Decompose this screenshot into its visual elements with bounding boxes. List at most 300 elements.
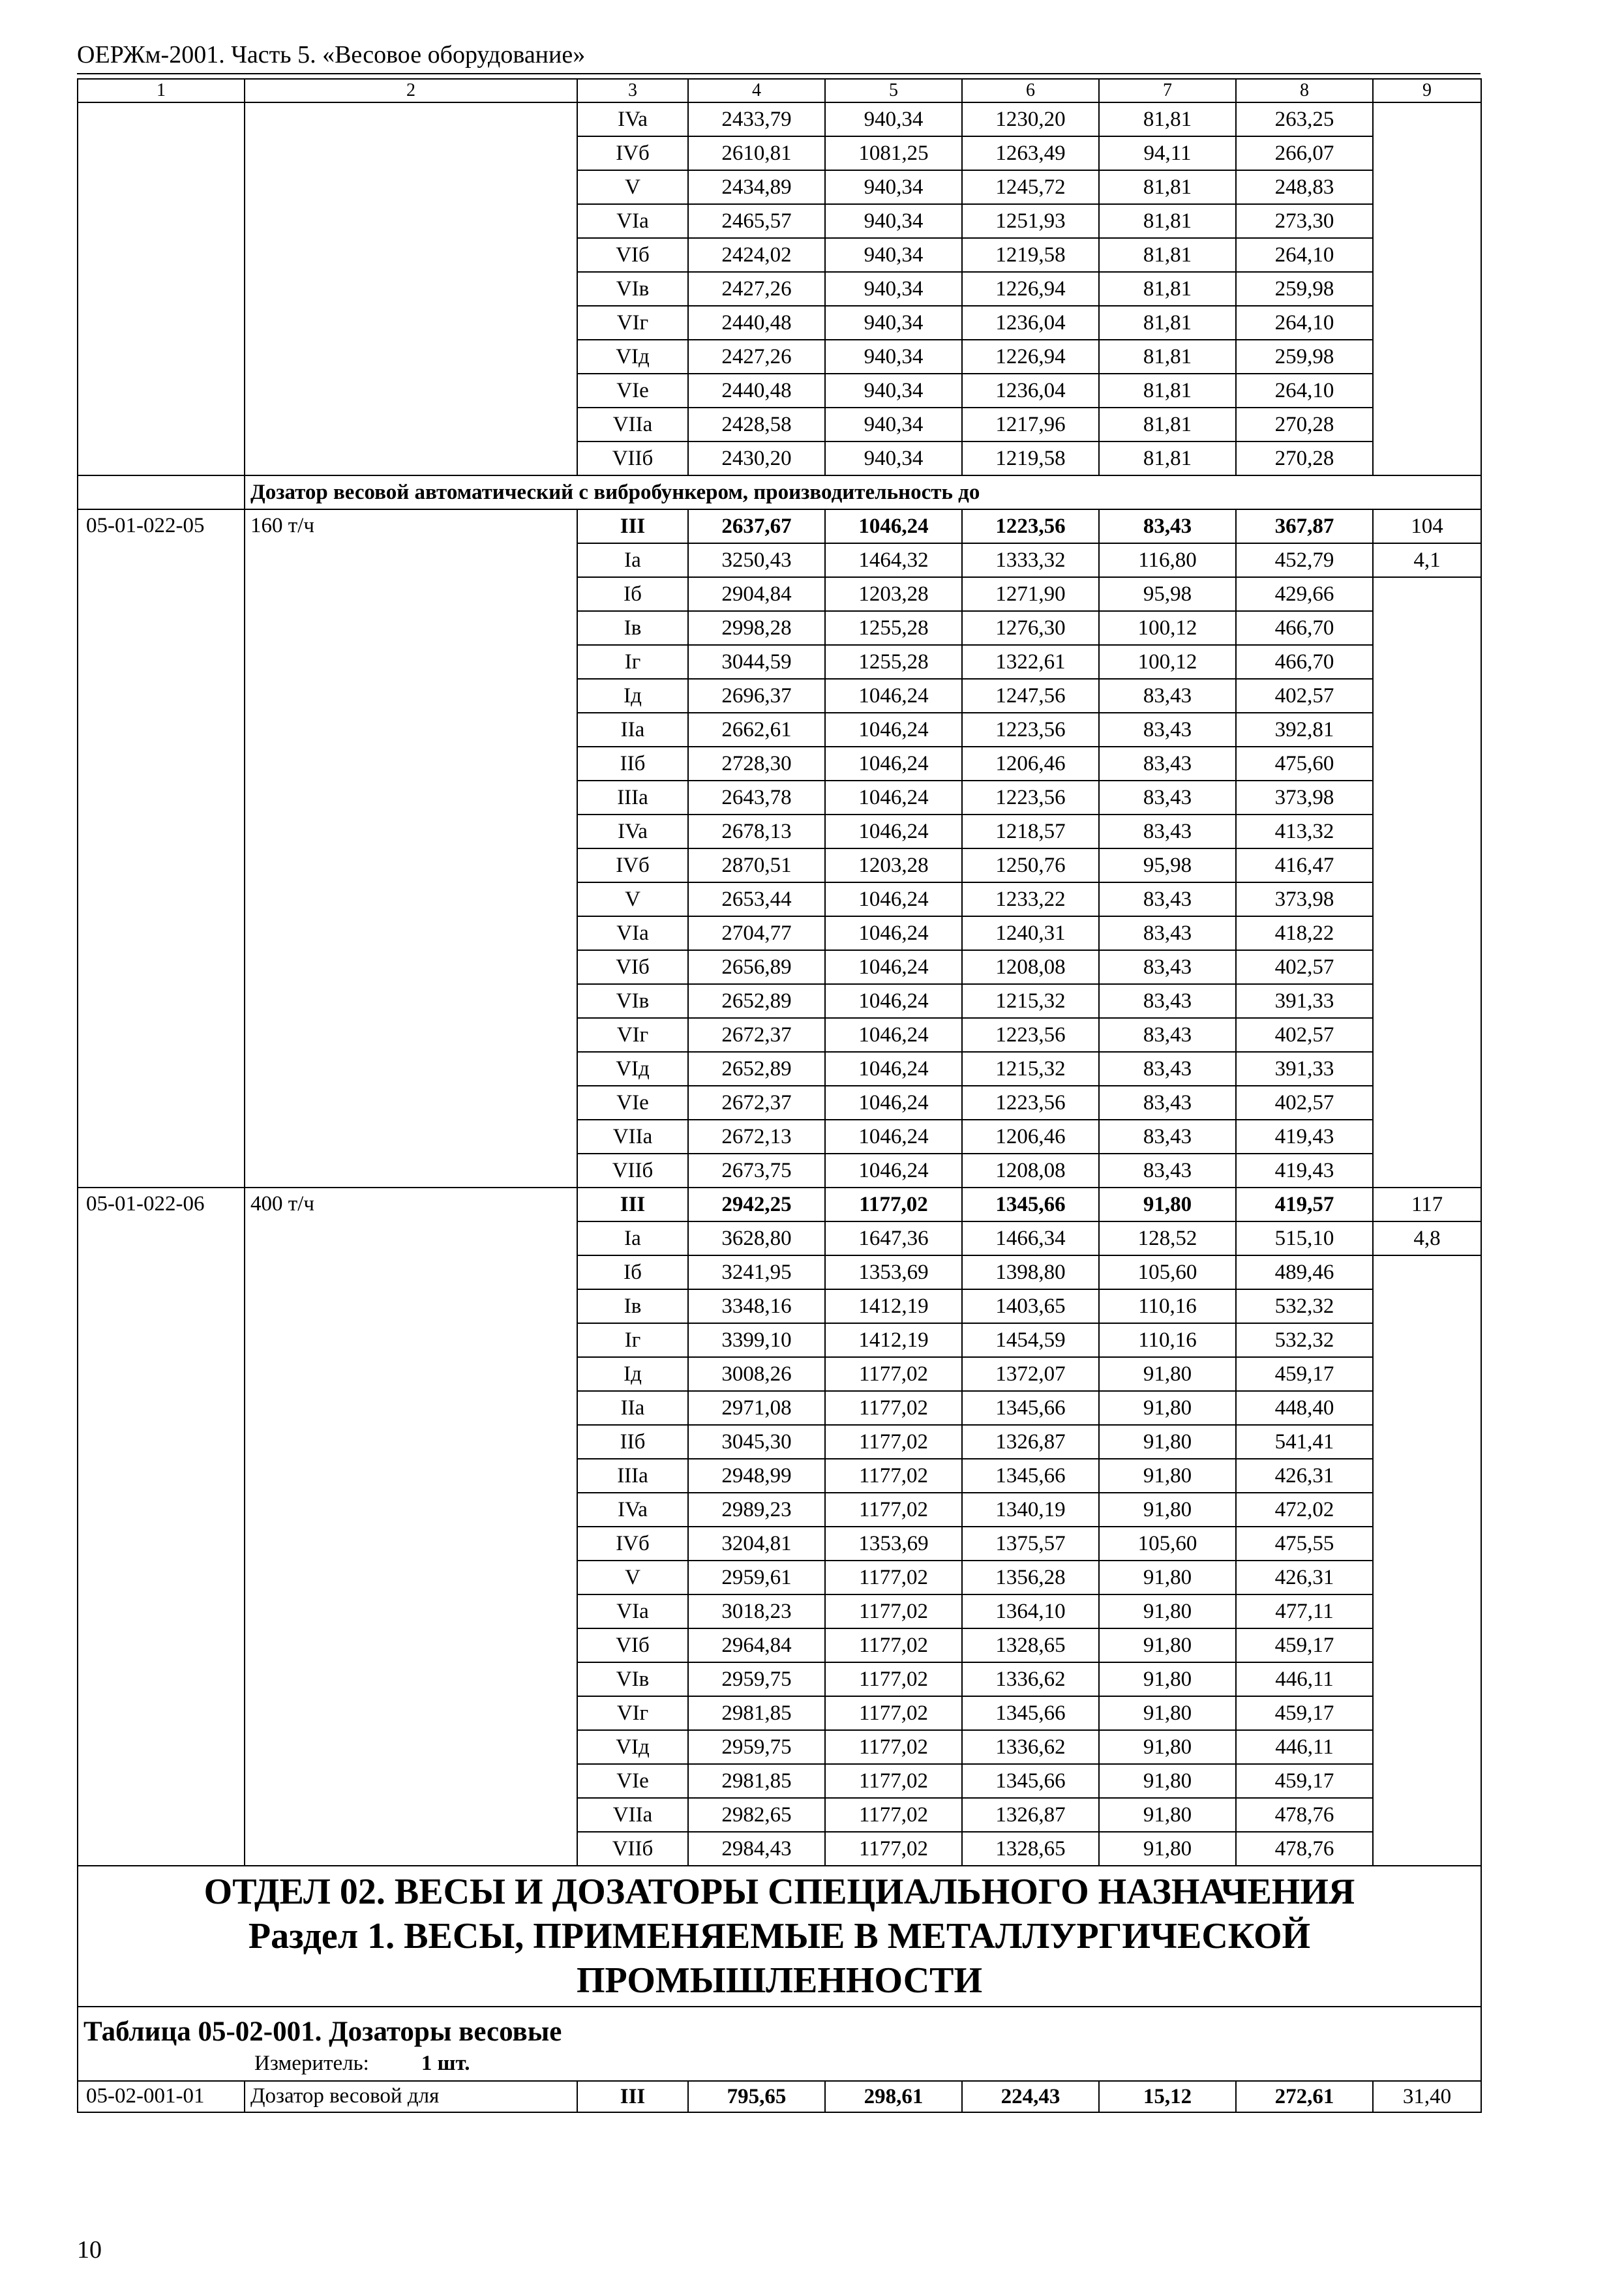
measurer-label: Измеритель: <box>254 2052 369 2075</box>
value-cell: 1466,34 <box>962 1221 1099 1255</box>
zone-cell: VIa <box>577 916 688 950</box>
value-cell: 402,57 <box>1236 1018 1373 1052</box>
zone-cell: III <box>577 509 688 543</box>
department-title: ОТДЕЛ 02. ВЕСЫ И ДОЗАТОРЫ СПЕЦИАЛЬНОГО НАЗНАЧЕНИЯ <box>203 1872 1355 1912</box>
value-cell: 940,34 <box>825 340 962 374</box>
value-cell: 1177,02 <box>825 1459 962 1493</box>
value-cell: 515,10 <box>1236 1221 1373 1255</box>
value-cell: 3250,43 <box>688 543 825 577</box>
value-cell: 1046,24 <box>825 882 962 916</box>
value-cell: 83,43 <box>1099 1154 1236 1188</box>
zone-cell: Iв <box>577 1289 688 1323</box>
value-cell: 1255,28 <box>825 645 962 679</box>
zone-cell: IVa <box>577 1493 688 1527</box>
value-cell: 259,98 <box>1236 272 1373 306</box>
header-rule <box>77 73 1481 74</box>
value-cell: 2673,75 <box>688 1154 825 1188</box>
zone-cell: IIIa <box>577 1459 688 1493</box>
value-cell: 91,80 <box>1099 1493 1236 1527</box>
value-cell: 1177,02 <box>825 1730 962 1764</box>
value-cell: 418,22 <box>1236 916 1373 950</box>
value-cell: 1081,25 <box>825 136 962 170</box>
value-cell: 1403,65 <box>962 1289 1099 1323</box>
zone-cell: Iб <box>577 577 688 611</box>
value-cell: 1046,24 <box>825 509 962 543</box>
value-cell: 264,10 <box>1236 374 1373 408</box>
value-cell: 1219,58 <box>962 441 1099 475</box>
value-cell: 1236,04 <box>962 374 1099 408</box>
value-cell: 448,40 <box>1236 1391 1373 1425</box>
zone-cell: Ia <box>577 1221 688 1255</box>
column-number: 2 <box>245 79 577 102</box>
value-cell: 91,80 <box>1099 1798 1236 1832</box>
value-cell: 459,17 <box>1236 1764 1373 1798</box>
value-cell: 1046,24 <box>825 1086 962 1120</box>
zone-cell: VIд <box>577 1052 688 1086</box>
value-cell: 95,98 <box>1099 577 1236 611</box>
value-cell: 1215,32 <box>962 1052 1099 1086</box>
value-cell: 91,80 <box>1099 1628 1236 1662</box>
column-9-value: 4,1 <box>1373 543 1481 577</box>
zone-cell: VIIa <box>577 1798 688 1832</box>
value-cell: 402,57 <box>1236 1086 1373 1120</box>
value-cell: 270,28 <box>1236 441 1373 475</box>
section-heading-cell <box>78 1866 1481 2007</box>
value-cell: 2433,79 <box>688 102 825 136</box>
zone-cell: VIIб <box>577 441 688 475</box>
value-cell: 81,81 <box>1099 408 1236 441</box>
value-cell: 2643,78 <box>688 781 825 815</box>
value-cell: 1223,56 <box>962 1018 1099 1052</box>
value-cell: 81,81 <box>1099 204 1236 238</box>
value-cell: 2465,57 <box>688 204 825 238</box>
zone-cell: Iг <box>577 645 688 679</box>
value-cell: 1464,32 <box>825 543 962 577</box>
value-cell: 452,79 <box>1236 543 1373 577</box>
column-9-value: 4,8 <box>1373 1221 1481 1255</box>
value-cell: 1326,87 <box>962 1798 1099 1832</box>
value-cell: 1326,87 <box>962 1425 1099 1459</box>
value-cell: 413,32 <box>1236 815 1373 848</box>
value-cell: 2610,81 <box>688 136 825 170</box>
value-cell: 2672,37 <box>688 1086 825 1120</box>
value-cell: 3008,26 <box>688 1357 825 1391</box>
column-number: 4 <box>688 79 825 102</box>
zone-cell: VIб <box>577 1628 688 1662</box>
value-cell: 128,52 <box>1099 1221 1236 1255</box>
value-cell: 466,70 <box>1236 645 1373 679</box>
value-cell: 2427,26 <box>688 340 825 374</box>
value-cell: 940,34 <box>825 272 962 306</box>
value-cell: 1046,24 <box>825 1052 962 1086</box>
value-cell: 1356,28 <box>962 1561 1099 1594</box>
value-cell: 1046,24 <box>825 781 962 815</box>
value-cell: 391,33 <box>1236 1052 1373 1086</box>
value-cell: 1245,72 <box>962 170 1099 204</box>
value-cell: 83,43 <box>1099 1018 1236 1052</box>
value-cell: 2971,08 <box>688 1391 825 1425</box>
zone-cell: VIб <box>577 238 688 272</box>
zone-cell: Iд <box>577 679 688 713</box>
zone-cell: VIIa <box>577 408 688 441</box>
value-cell: 1046,24 <box>825 747 962 781</box>
value-cell: 1240,31 <box>962 916 1099 950</box>
value-cell: 116,80 <box>1099 543 1236 577</box>
value-cell: 2959,61 <box>688 1561 825 1594</box>
value-cell: 100,12 <box>1099 611 1236 645</box>
value-cell: 83,43 <box>1099 679 1236 713</box>
column-number: 1 <box>78 79 245 102</box>
zone-cell: VIд <box>577 1730 688 1764</box>
value-cell: 402,57 <box>1236 950 1373 984</box>
zone-cell: IVa <box>577 815 688 848</box>
value-cell: 1177,02 <box>825 1798 962 1832</box>
value-cell: 478,76 <box>1236 1798 1373 1832</box>
value-cell: 2959,75 <box>688 1662 825 1696</box>
value-cell: 1177,02 <box>825 1662 962 1696</box>
value-cell: 1046,24 <box>825 950 962 984</box>
value-cell: 1328,65 <box>962 1628 1099 1662</box>
value-cell: 1177,02 <box>825 1188 962 1221</box>
value-cell: 446,11 <box>1236 1662 1373 1696</box>
value-cell: 402,57 <box>1236 679 1373 713</box>
item-name-cell: 400 т/ч <box>245 1188 577 1866</box>
value-cell: 1206,46 <box>962 747 1099 781</box>
zone-cell: IIa <box>577 713 688 747</box>
value-cell: 2696,37 <box>688 679 825 713</box>
value-cell: 1046,24 <box>825 1120 962 1154</box>
value-cell: 2981,85 <box>688 1696 825 1730</box>
column-9-cell <box>1373 102 1481 475</box>
zone-cell: Ia <box>577 543 688 577</box>
value-cell: 1177,02 <box>825 1391 962 1425</box>
value-cell: 3018,23 <box>688 1594 825 1628</box>
value-cell: 1364,10 <box>962 1594 1099 1628</box>
value-cell: 1206,46 <box>962 1120 1099 1154</box>
value-cell: 2728,30 <box>688 747 825 781</box>
value-cell: 1226,94 <box>962 272 1099 306</box>
value-cell: 459,17 <box>1236 1357 1373 1391</box>
value-cell: 2652,89 <box>688 984 825 1018</box>
value-cell: 478,76 <box>1236 1832 1373 1866</box>
value-cell: 91,80 <box>1099 1188 1236 1221</box>
zone-cell: VIa <box>577 1594 688 1628</box>
value-cell: 1046,24 <box>825 1018 962 1052</box>
value-cell: 83,43 <box>1099 781 1236 815</box>
value-cell: 1215,32 <box>962 984 1099 1018</box>
item-name-cell <box>245 102 577 475</box>
value-cell: 940,34 <box>825 374 962 408</box>
measurer <box>83 2050 1475 2076</box>
value-cell: 1251,93 <box>962 204 1099 238</box>
value-cell: 91,80 <box>1099 1594 1236 1628</box>
value-cell: 1454,59 <box>962 1323 1099 1357</box>
value-cell: 1208,08 <box>962 950 1099 984</box>
column-9-value: 31,40 <box>1373 2081 1481 2112</box>
value-cell: 940,34 <box>825 170 962 204</box>
column-number: 3 <box>577 79 688 102</box>
value-cell: 2948,99 <box>688 1459 825 1493</box>
zone-cell: V <box>577 1561 688 1594</box>
value-cell: 81,81 <box>1099 272 1236 306</box>
zone-cell: VIг <box>577 306 688 340</box>
value-cell: 1236,04 <box>962 306 1099 340</box>
measurer-value: 1 шт. <box>421 2052 470 2075</box>
value-cell: 1177,02 <box>825 1493 962 1527</box>
zone-cell: VIв <box>577 1662 688 1696</box>
value-cell: 367,87 <box>1236 509 1373 543</box>
value-cell: 3044,59 <box>688 645 825 679</box>
zone-cell: VIe <box>577 1086 688 1120</box>
value-cell: 91,80 <box>1099 1662 1236 1696</box>
value-cell: 83,43 <box>1099 747 1236 781</box>
value-cell: 1328,65 <box>962 1832 1099 1866</box>
value-cell: 795,65 <box>688 2081 825 2112</box>
value-cell: 1226,94 <box>962 340 1099 374</box>
value-cell: 1322,61 <box>962 645 1099 679</box>
value-cell: 2427,26 <box>688 272 825 306</box>
group-title: Дозатор весовой автоматический с вибробункером, производительность до <box>245 475 1481 509</box>
value-cell: 94,11 <box>1099 136 1236 170</box>
price-code-cell: 05-01-022-06 <box>78 1188 245 1866</box>
value-cell: 2989,23 <box>688 1493 825 1527</box>
value-cell: 1177,02 <box>825 1425 962 1459</box>
zone-cell: V <box>577 170 688 204</box>
value-cell: 273,30 <box>1236 204 1373 238</box>
value-cell: 81,81 <box>1099 340 1236 374</box>
value-cell: 429,66 <box>1236 577 1373 611</box>
value-cell: 2434,89 <box>688 170 825 204</box>
value-cell: 373,98 <box>1236 781 1373 815</box>
column-number: 7 <box>1099 79 1236 102</box>
value-cell: 1177,02 <box>825 1696 962 1730</box>
value-cell: 3241,95 <box>688 1255 825 1289</box>
value-cell: 105,60 <box>1099 1527 1236 1561</box>
value-cell: 475,60 <box>1236 747 1373 781</box>
value-cell: 2981,85 <box>688 1764 825 1798</box>
value-cell: 1223,56 <box>962 781 1099 815</box>
value-cell: 110,16 <box>1099 1289 1236 1323</box>
value-cell: 2984,43 <box>688 1832 825 1866</box>
value-cell: 1223,56 <box>962 509 1099 543</box>
value-cell: 1336,62 <box>962 1662 1099 1696</box>
value-cell: 83,43 <box>1099 1120 1236 1154</box>
table-title: Таблица 05-02-001. Дозаторы весовые <box>83 2016 562 2047</box>
value-cell: 1412,19 <box>825 1289 962 1323</box>
value-cell: 1046,24 <box>825 916 962 950</box>
table-row <box>78 2081 1481 2112</box>
value-cell: 391,33 <box>1236 984 1373 1018</box>
value-cell: 1250,76 <box>962 848 1099 882</box>
value-cell: 489,46 <box>1236 1255 1373 1289</box>
value-cell: 248,83 <box>1236 170 1373 204</box>
zone-cell: VIe <box>577 374 688 408</box>
value-cell: 83,43 <box>1099 984 1236 1018</box>
value-cell: 2982,65 <box>688 1798 825 1832</box>
value-cell: 95,98 <box>1099 848 1236 882</box>
page-header-title: ОЕРЖм-2001. Часть 5. «Весовое оборудование» <box>77 41 586 68</box>
table-title-row <box>78 2007 1481 2081</box>
value-cell: 1177,02 <box>825 1764 962 1798</box>
value-cell: 91,80 <box>1099 1764 1236 1798</box>
value-cell: 1233,22 <box>962 882 1099 916</box>
value-cell: 1340,19 <box>962 1493 1099 1527</box>
value-cell: 81,81 <box>1099 441 1236 475</box>
value-cell: 940,34 <box>825 441 962 475</box>
value-cell: 1177,02 <box>825 1628 962 1662</box>
value-cell: 940,34 <box>825 204 962 238</box>
value-cell: 2430,20 <box>688 441 825 475</box>
value-cell: 2653,44 <box>688 882 825 916</box>
group-title-spacer <box>78 475 245 509</box>
zone-cell: Iб <box>577 1255 688 1289</box>
value-cell: 459,17 <box>1236 1696 1373 1730</box>
value-cell: 1353,69 <box>825 1527 962 1561</box>
value-cell: 1046,24 <box>825 1154 962 1188</box>
value-cell: 426,31 <box>1236 1561 1373 1594</box>
column-9-cell <box>1373 1255 1481 1866</box>
price-code-cell <box>78 102 245 475</box>
column-number: 9 <box>1373 79 1481 102</box>
value-cell: 105,60 <box>1099 1255 1236 1289</box>
value-cell: 1203,28 <box>825 577 962 611</box>
column-number: 8 <box>1236 79 1373 102</box>
value-cell: 1398,80 <box>962 1255 1099 1289</box>
column-number: 5 <box>825 79 962 102</box>
value-cell: 373,98 <box>1236 882 1373 916</box>
value-cell: 83,43 <box>1099 950 1236 984</box>
zone-cell: III <box>577 2081 688 2112</box>
price-table <box>77 78 1482 2113</box>
zone-cell: VIa <box>577 204 688 238</box>
value-cell: 2678,13 <box>688 815 825 848</box>
value-cell: 1345,66 <box>962 1459 1099 1493</box>
zone-cell: VIIa <box>577 1120 688 1154</box>
value-cell: 419,43 <box>1236 1154 1373 1188</box>
value-cell: 83,43 <box>1099 1052 1236 1086</box>
value-cell: 1046,24 <box>825 815 962 848</box>
value-cell: 419,43 <box>1236 1120 1373 1154</box>
section-title: Раздел 1. ВЕСЫ, ПРИМЕНЯЕМЫЕ В МЕТАЛЛУРГИЧЕСКОЙ ПРОМЫШЛЕННОСТИ <box>248 1916 1311 2001</box>
zone-cell: VIIб <box>577 1832 688 1866</box>
price-code-cell: 05-01-022-05 <box>78 509 245 1188</box>
value-cell: 2428,58 <box>688 408 825 441</box>
value-cell: 1223,56 <box>962 1086 1099 1120</box>
value-cell: 477,11 <box>1236 1594 1373 1628</box>
value-cell: 1271,90 <box>962 577 1099 611</box>
value-cell: 1345,66 <box>962 1188 1099 1221</box>
value-cell: 266,07 <box>1236 136 1373 170</box>
price-code-cell: 05-02-001-01 <box>78 2081 245 2112</box>
value-cell: 2656,89 <box>688 950 825 984</box>
value-cell: 2637,67 <box>688 509 825 543</box>
value-cell: 1276,30 <box>962 611 1099 645</box>
column-9-value: 117 <box>1373 1188 1481 1221</box>
value-cell: 2964,84 <box>688 1628 825 1662</box>
value-cell: 91,80 <box>1099 1357 1236 1391</box>
group-title-row <box>78 475 1481 509</box>
zone-cell: VIв <box>577 984 688 1018</box>
column-9-cell <box>1373 577 1481 1188</box>
value-cell: 426,31 <box>1236 1459 1373 1493</box>
value-cell: 2652,89 <box>688 1052 825 1086</box>
value-cell: 224,43 <box>962 2081 1099 2112</box>
value-cell: 264,10 <box>1236 306 1373 340</box>
value-cell: 3045,30 <box>688 1425 825 1459</box>
zone-cell: Iв <box>577 611 688 645</box>
value-cell: 259,98 <box>1236 340 1373 374</box>
table-row <box>78 509 1481 543</box>
value-cell: 940,34 <box>825 102 962 136</box>
value-cell: 83,43 <box>1099 509 1236 543</box>
value-cell: 2904,84 <box>688 577 825 611</box>
value-cell: 1230,20 <box>962 102 1099 136</box>
column-9-value: 104 <box>1373 509 1481 543</box>
zone-cell: IVa <box>577 102 688 136</box>
column-number: 6 <box>962 79 1099 102</box>
zone-cell: IVб <box>577 136 688 170</box>
zone-cell: VIIб <box>577 1154 688 1188</box>
value-cell: 940,34 <box>825 306 962 340</box>
value-cell: 3204,81 <box>688 1527 825 1561</box>
item-name-cell: Дозатор весовой для <box>245 2081 577 2112</box>
value-cell: 91,80 <box>1099 1730 1236 1764</box>
zone-cell: VIг <box>577 1018 688 1052</box>
value-cell: 2959,75 <box>688 1730 825 1764</box>
value-cell: 81,81 <box>1099 170 1236 204</box>
value-cell: 1336,62 <box>962 1730 1099 1764</box>
table-row <box>78 1188 1481 1221</box>
table-title-cell <box>78 2007 1481 2081</box>
zone-cell: V <box>577 882 688 916</box>
value-cell: 91,80 <box>1099 1561 1236 1594</box>
zone-cell: Iд <box>577 1357 688 1391</box>
value-cell: 270,28 <box>1236 408 1373 441</box>
value-cell: 392,81 <box>1236 713 1373 747</box>
zone-cell: VIв <box>577 272 688 306</box>
value-cell: 110,16 <box>1099 1323 1236 1357</box>
value-cell: 91,80 <box>1099 1391 1236 1425</box>
value-cell: 81,81 <box>1099 102 1236 136</box>
column-number-row <box>78 79 1481 102</box>
zone-cell: IIIa <box>577 781 688 815</box>
zone-cell: VIe <box>577 1764 688 1798</box>
value-cell: 940,34 <box>825 238 962 272</box>
value-cell: 472,02 <box>1236 1493 1373 1527</box>
value-cell: 2942,25 <box>688 1188 825 1221</box>
value-cell: 81,81 <box>1099 238 1236 272</box>
value-cell: 1372,07 <box>962 1357 1099 1391</box>
value-cell: 91,80 <box>1099 1425 1236 1459</box>
value-cell: 83,43 <box>1099 882 1236 916</box>
value-cell: 100,12 <box>1099 645 1236 679</box>
zone-cell: Iг <box>577 1323 688 1357</box>
item-name-cell: 160 т/ч <box>245 509 577 1188</box>
value-cell: 475,55 <box>1236 1527 1373 1561</box>
value-cell: 81,81 <box>1099 374 1236 408</box>
value-cell: 1412,19 <box>825 1323 962 1357</box>
value-cell: 2672,13 <box>688 1120 825 1154</box>
zone-cell: IIб <box>577 1425 688 1459</box>
value-cell: 1345,66 <box>962 1391 1099 1425</box>
value-cell: 532,32 <box>1236 1323 1373 1357</box>
value-cell: 2998,28 <box>688 611 825 645</box>
value-cell: 2704,77 <box>688 916 825 950</box>
value-cell: 419,57 <box>1236 1188 1373 1221</box>
value-cell: 416,47 <box>1236 848 1373 882</box>
value-cell: 2440,48 <box>688 306 825 340</box>
value-cell: 81,81 <box>1099 306 1236 340</box>
